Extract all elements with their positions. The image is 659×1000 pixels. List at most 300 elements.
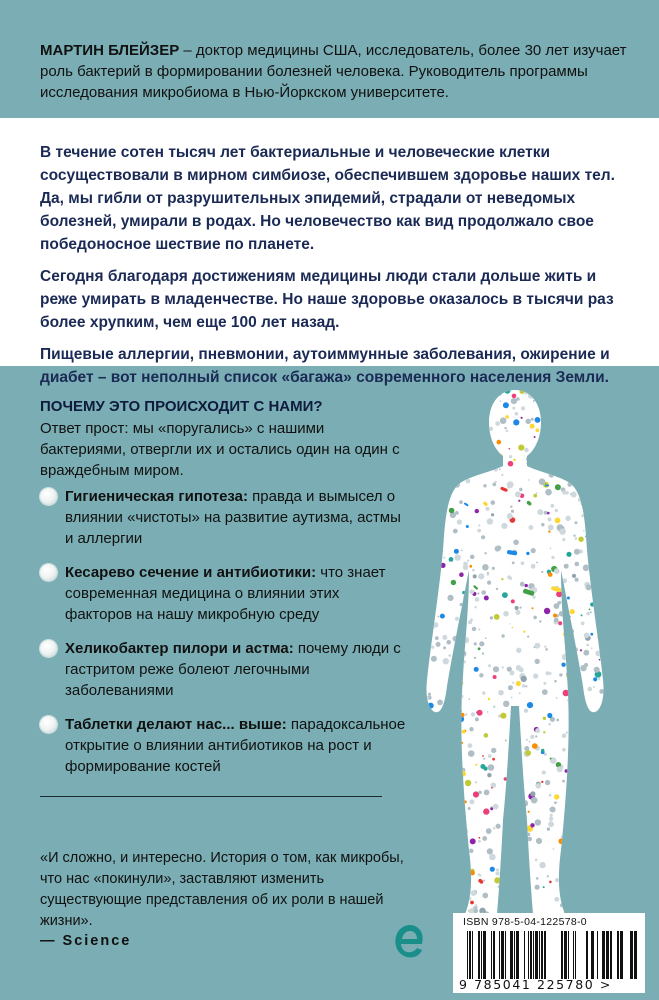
body-speckle [433, 622, 439, 628]
body-speckle [572, 789, 578, 795]
body-speckle [482, 836, 487, 841]
body-speckle [612, 800, 615, 806]
body-speckle [490, 616, 493, 619]
body-speckle [475, 409, 480, 414]
body-speckle [575, 408, 580, 413]
body-speckle [595, 651, 601, 657]
body-speckle [492, 758, 495, 761]
body-speckle [555, 386, 558, 389]
body-speckle [610, 832, 615, 838]
body-speckle [559, 838, 565, 844]
body-speckle [455, 617, 459, 621]
body-speckle [458, 443, 461, 446]
body-speckle [485, 507, 489, 511]
body-speckle [565, 769, 569, 773]
body-speckle [586, 751, 590, 755]
body-speckle [434, 448, 439, 453]
body-speckle [533, 393, 538, 398]
body-speckle [609, 396, 615, 403]
body-speckle [479, 392, 483, 396]
body-speckle [422, 688, 426, 692]
body-speckle [566, 552, 571, 557]
body-speckle [520, 879, 525, 884]
body-speckle [478, 524, 480, 526]
body-speckle [525, 750, 531, 756]
body-speckle [442, 492, 446, 496]
body-speckle [423, 789, 426, 792]
body-speckle [496, 546, 501, 551]
body-speckle [511, 510, 514, 513]
body-speckle [536, 783, 542, 789]
body-speckle [572, 685, 578, 691]
body-speckle [468, 397, 473, 402]
body-speckle [464, 858, 469, 863]
body-speckle [602, 427, 605, 430]
body-speckle [531, 564, 536, 569]
body-speckle [474, 657, 476, 659]
body-speckle [455, 770, 458, 773]
body-speckle [487, 773, 491, 777]
body-speckle [598, 880, 603, 885]
body-speckle [431, 455, 435, 459]
body-speckle [586, 815, 588, 817]
body-speckle [451, 580, 456, 585]
body-speckle [428, 703, 434, 709]
body-speckle [427, 739, 434, 746]
body-speckle [483, 484, 486, 487]
body-speckle [589, 744, 594, 749]
body-speckle [505, 415, 509, 419]
body-speckle [446, 380, 451, 383]
body-speckle [470, 838, 476, 844]
body-speckle [423, 685, 426, 688]
body-speckle [570, 609, 575, 614]
body-speckle [546, 398, 551, 403]
body-speckle [417, 469, 421, 473]
body-speckle [554, 794, 559, 799]
body-speckle [460, 827, 462, 829]
body-speckle [582, 791, 584, 793]
body-speckle [425, 650, 427, 652]
body-speckle [483, 767, 487, 771]
body-speckle [547, 875, 549, 877]
body-speckle [431, 646, 434, 649]
body-speckle [534, 436, 536, 438]
body-speckle [449, 838, 454, 843]
body-speckle [611, 758, 616, 763]
body-speckle [455, 714, 457, 716]
barcode-bar [516, 931, 519, 979]
body-speckle [465, 433, 467, 435]
body-speckle [473, 574, 477, 578]
barcode-bar [610, 931, 612, 979]
body-speckle [587, 526, 591, 530]
body-speckle [581, 622, 585, 626]
body-speckle [532, 607, 534, 609]
body-speckle [547, 512, 550, 515]
body-speckle [446, 455, 452, 461]
body-speckle [504, 381, 508, 385]
body-speckle [595, 811, 597, 813]
barcode-bar [478, 931, 480, 979]
body-speckle [457, 519, 462, 524]
body-speckle [523, 858, 526, 861]
body-speckle [614, 387, 615, 389]
body-speckle [559, 673, 562, 676]
body-speckle [442, 509, 446, 513]
body-speckle [536, 428, 540, 432]
body-speckle [567, 597, 570, 600]
body-speckle [596, 441, 601, 446]
body-speckle [508, 685, 513, 690]
body-speckle [450, 832, 453, 835]
body-speckle [562, 578, 567, 583]
body-speckle [567, 699, 569, 701]
barcode-bar [541, 931, 543, 979]
body-speckle [415, 786, 420, 793]
body-speckle [450, 826, 452, 828]
body-speckle [582, 857, 588, 863]
body-speckle [529, 525, 534, 530]
body-speckle [547, 713, 552, 718]
body-speckle [562, 490, 567, 495]
body-speckle [562, 654, 569, 661]
body-speckle [430, 443, 436, 449]
body-speckle [464, 800, 467, 803]
body-speckle [449, 742, 452, 745]
body-speckle [469, 589, 474, 594]
body-speckle [470, 380, 474, 382]
body-speckle [509, 623, 511, 625]
author-bio [40, 40, 630, 103]
barcode-bar [481, 931, 482, 979]
body-speckle [572, 671, 574, 673]
body-speckle [449, 482, 452, 485]
body-speckle [451, 686, 457, 692]
body-speckle [480, 434, 485, 439]
body-speckle [511, 599, 515, 603]
body-speckle [478, 380, 483, 385]
body-speckle [568, 900, 573, 905]
body-speckle [590, 611, 592, 613]
body-speckle [479, 874, 481, 876]
body-speckle [481, 535, 485, 539]
body-speckle [485, 637, 487, 639]
body-speckle [527, 636, 529, 638]
barcode-bar [493, 931, 495, 979]
body-speckle [477, 529, 481, 533]
body-speckle [461, 742, 463, 744]
body-speckle [509, 448, 511, 450]
body-speckle [486, 828, 492, 834]
body-speckle [434, 901, 439, 906]
body-speckle [431, 656, 437, 662]
bullet-icon [40, 640, 57, 657]
body-speckle [463, 660, 466, 663]
body-speckle [549, 472, 554, 477]
body-speckle [515, 412, 519, 416]
body-speckle [569, 902, 574, 907]
body-speckle [484, 552, 486, 554]
body-speckle [440, 769, 445, 774]
body-speckle [465, 713, 467, 715]
body-speckle [415, 637, 417, 641]
body-speckle [591, 565, 594, 568]
body-speckle [460, 674, 463, 677]
body-speckle [551, 395, 553, 397]
body-speckle [427, 600, 434, 607]
body-speckle [518, 882, 520, 884]
body-speckle [506, 880, 508, 882]
body-speckle [606, 765, 610, 769]
body-speckle [459, 382, 464, 387]
body-speckle [430, 416, 433, 419]
body-speckle [468, 750, 475, 757]
body-speckle [436, 769, 442, 775]
barcode-bar [606, 931, 609, 979]
body-speckle [475, 380, 482, 385]
body-speckle [578, 406, 581, 409]
body-speckle [418, 916, 420, 918]
body-speckle [604, 852, 608, 856]
body-speckle [566, 731, 568, 733]
body-speckle [583, 530, 585, 532]
body-speckle [451, 854, 455, 858]
body-speckle [586, 887, 589, 890]
body-speckle [605, 435, 609, 439]
body-speckle [449, 405, 455, 411]
body-speckle [450, 888, 454, 892]
body-speckle [564, 564, 569, 569]
body-speckle [505, 877, 507, 879]
body-speckle [487, 518, 493, 524]
body-speckle [608, 844, 614, 850]
body-speckle [430, 740, 436, 746]
body-speckle [430, 384, 433, 387]
body-speckle [599, 659, 601, 661]
body-speckle [545, 383, 547, 385]
body-speckle [521, 904, 523, 906]
body-speckle [512, 394, 517, 399]
body-speckle [423, 843, 426, 846]
body-speckle [479, 673, 483, 677]
body-speckle [577, 855, 580, 858]
body-speckle [482, 755, 484, 757]
body-speckle [507, 486, 510, 489]
body-speckle [437, 475, 444, 482]
body-speckle [457, 680, 463, 686]
publisher-logo-icon [390, 920, 426, 964]
body-speckle [535, 417, 541, 423]
body-speckle [609, 474, 613, 478]
body-speckle [498, 886, 500, 888]
body-speckle [500, 400, 502, 402]
bullet-heading: Гигиеническая гипотеза: [65, 488, 249, 505]
body-speckle [457, 799, 462, 804]
body-speckle [469, 727, 473, 731]
body-speckle [471, 462, 474, 465]
body-speckle [579, 419, 585, 425]
body-speckle [509, 455, 512, 458]
body-speckle [588, 687, 593, 692]
body-speckle [465, 780, 471, 786]
body-speckle [521, 417, 523, 419]
body-speckle [603, 897, 606, 900]
body-speckle [590, 633, 593, 636]
body-speckle [563, 690, 570, 697]
body-speckle [478, 628, 480, 630]
body-speckle [482, 652, 484, 654]
body-speckle [521, 406, 525, 410]
body-speckle [512, 407, 515, 410]
body-speckle [432, 740, 437, 745]
body-speckle [447, 595, 453, 601]
body-speckle [522, 800, 529, 807]
body-speckle [444, 458, 448, 462]
body-speckle [503, 387, 505, 389]
body-speckle [505, 820, 510, 825]
body-speckle [500, 889, 502, 891]
body-speckle [431, 469, 434, 472]
body-speckle [606, 456, 611, 461]
body-speckle [610, 623, 615, 629]
body-speckle [445, 726, 450, 731]
body-speckle [444, 449, 450, 455]
body-speckle [595, 724, 602, 731]
body-speckle [462, 591, 465, 594]
body-speckle [602, 813, 606, 817]
body-speckle [474, 606, 476, 608]
body-speckle [576, 750, 579, 753]
body-speckle [575, 763, 577, 765]
summary-paragraph-2: Сегодня благодаря достижениям медицины люди стали дольше жить и реже умирать в младенчестве. Но наше здоровье оказалось в тысячи раз более хрупким, чем еще 100 лет назад. [40, 268, 614, 331]
body-speckle [417, 518, 420, 521]
body-speckle [431, 543, 435, 547]
body-speckle [513, 734, 515, 736]
body-speckle [423, 741, 427, 745]
body-speckle [566, 634, 570, 638]
body-speckle [477, 710, 483, 716]
body-speckle [438, 776, 441, 779]
body-speckle [574, 798, 577, 801]
body-speckle [419, 646, 423, 650]
body-speckle [512, 883, 517, 888]
body-speckle [482, 389, 489, 396]
body-speckle [607, 676, 610, 679]
body-speckle [596, 760, 603, 767]
body-speckle [439, 442, 445, 448]
body-speckle [560, 903, 564, 907]
barcode-bar [561, 931, 563, 979]
body-speckle [522, 684, 525, 687]
barcode-bar [530, 931, 532, 979]
body-speckle [575, 562, 580, 567]
body-speckle [468, 698, 470, 700]
body-speckle [541, 523, 544, 526]
body-speckle [447, 404, 453, 410]
body-speckle [602, 500, 607, 505]
body-speckle [609, 603, 615, 609]
body-speckle [578, 537, 583, 542]
body-speckle [458, 709, 462, 713]
body-speckle [555, 878, 559, 882]
body-speckle [539, 620, 541, 622]
body-speckle [472, 463, 474, 465]
body-speckle [583, 650, 589, 656]
body-speckle [431, 404, 435, 408]
body-speckle [540, 447, 542, 449]
body-speckle [501, 578, 503, 580]
body-speckle [589, 791, 593, 795]
body-speckle [429, 409, 435, 415]
body-speckle [462, 730, 466, 734]
body-speckle [530, 424, 535, 429]
body-speckle [493, 705, 496, 708]
body-speckle [559, 611, 565, 617]
body-speckle [473, 430, 476, 433]
body-speckle [532, 596, 535, 599]
body-speckle [593, 543, 599, 549]
body-speckle [415, 802, 419, 808]
body-speckle [434, 445, 438, 449]
body-speckle [571, 492, 577, 498]
body-speckle [544, 608, 550, 614]
body-speckle [431, 774, 436, 779]
body-speckle [453, 801, 456, 804]
body-speckle [472, 627, 476, 631]
body-speckle [485, 464, 492, 471]
body-speckle [443, 658, 449, 664]
body-speckle [607, 663, 611, 667]
body-speckle [554, 422, 558, 426]
body-speckle [424, 839, 431, 846]
body-speckle [500, 454, 502, 456]
section-title: ПОЧЕМУ ЭТО ПРОИСХОДИТ С НАМИ? [40, 398, 323, 415]
body-speckle [510, 506, 512, 508]
body-speckle [425, 778, 429, 782]
barcode-bar [499, 931, 500, 979]
body-speckle [609, 715, 612, 718]
body-speckle [482, 893, 488, 899]
body-speckle [440, 540, 444, 544]
body-speckle [448, 843, 450, 845]
body-speckle [435, 716, 437, 718]
body-speckle [415, 549, 417, 552]
body-speckle [425, 425, 428, 428]
body-speckle [536, 838, 542, 844]
body-speckle [590, 602, 594, 606]
body-speckle [483, 758, 485, 760]
body-speckle [470, 870, 475, 875]
body-speckle [509, 671, 514, 676]
body-speckle [593, 582, 600, 589]
barcode-bar [597, 931, 598, 979]
body-speckle [514, 731, 519, 736]
bullet-text: почему люди с гастритом реже болеют легочными заболеваниями [65, 640, 401, 699]
body-speckle [470, 901, 474, 905]
body-speckle [589, 767, 596, 774]
body-speckle [545, 441, 548, 444]
body-speckle [453, 675, 455, 677]
body-speckle [495, 481, 497, 483]
body-speckle [478, 647, 481, 650]
isbn-number: ISBN 978-5-04-122578-0 [463, 916, 587, 928]
body-speckle [511, 697, 513, 699]
body-speckle [588, 765, 590, 767]
body-speckle [438, 896, 440, 898]
body-speckle [543, 717, 546, 720]
bullet-heading: Кесарево сечение и антибиотики: [65, 564, 317, 581]
